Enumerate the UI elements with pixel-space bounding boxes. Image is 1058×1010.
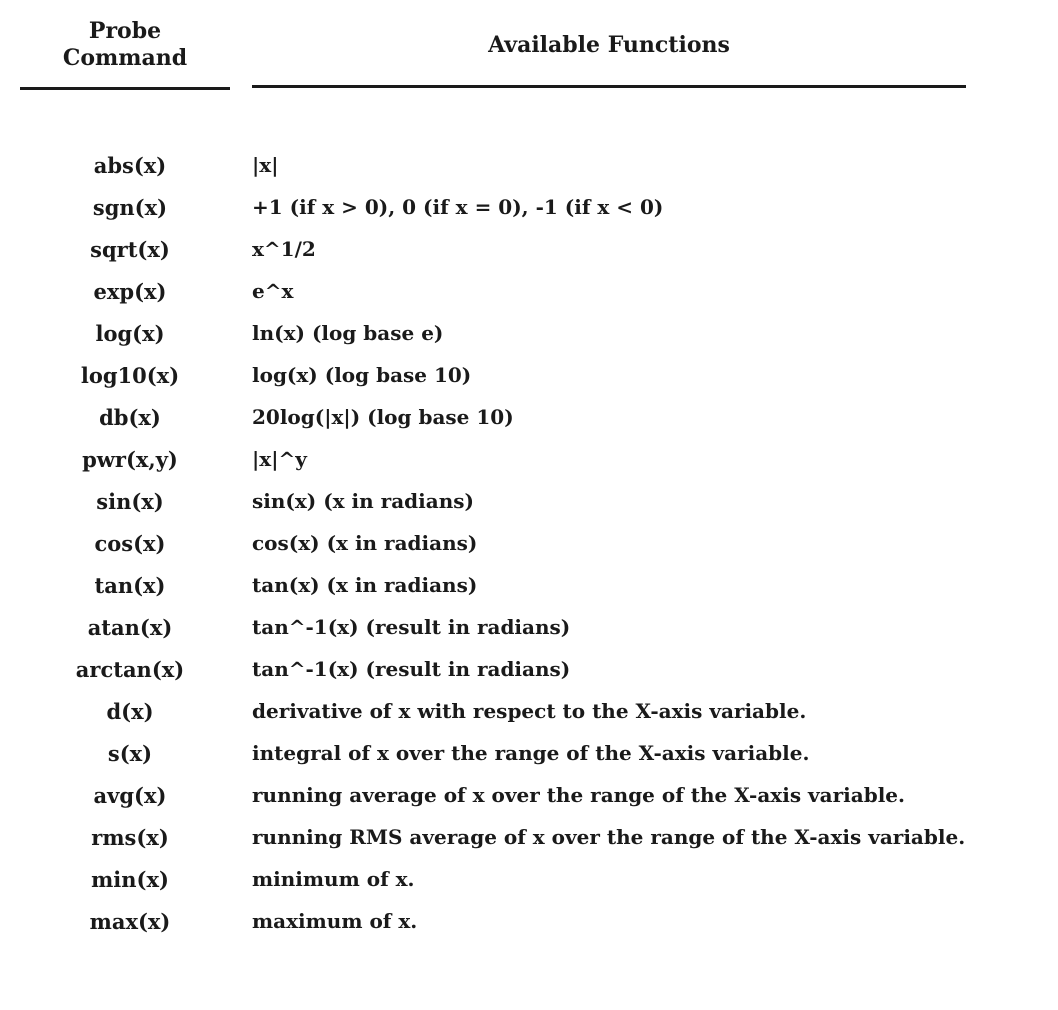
probe-command: d(x) [106, 699, 154, 724]
function-description: minimum of x. [252, 867, 415, 891]
table-row [0, 861, 1058, 903]
probe-command: db(x) [99, 405, 161, 430]
function-description: |x|^y [252, 447, 307, 471]
table-row [0, 441, 1058, 483]
probe-command: avg(x) [93, 783, 167, 808]
function-description: |x| [252, 153, 279, 177]
function-description: tan(x) (x in radians) [252, 573, 478, 597]
function-description: e^x [252, 279, 294, 303]
header-probe-command [20, 18, 230, 72]
table-row [0, 483, 1058, 525]
table-row [0, 693, 1058, 735]
function-description: cos(x) (x in radians) [252, 531, 478, 555]
function-description: integral of x over the range of the X-axis variable. [252, 741, 810, 765]
probe-command: sgn(x) [92, 195, 168, 220]
table-row [0, 357, 1058, 399]
function-description: tan^-1(x) (result in radians) [252, 615, 571, 639]
probe-command: atan(x) [87, 615, 173, 640]
probe-command: max(x) [89, 909, 171, 934]
table-row [0, 315, 1058, 357]
function-description: x^1/2 [252, 237, 316, 261]
table-row [0, 399, 1058, 441]
probe-command: exp(x) [93, 279, 167, 304]
function-description: tan^-1(x) (result in radians) [252, 657, 571, 681]
table-row [0, 819, 1058, 861]
function-description: 20log(|x|) (log base 10) [252, 405, 514, 429]
table-row [0, 903, 1058, 945]
table-row [0, 273, 1058, 315]
function-description: sin(x) (x in radians) [252, 489, 474, 513]
probe-command: log10(x) [80, 363, 180, 388]
probe-command: min(x) [91, 867, 169, 892]
probe-command: sin(x) [96, 489, 164, 514]
function-description: log(x) (log base 10) [252, 363, 472, 387]
probe-command: rms(x) [91, 825, 169, 850]
function-description: maximum of x. [252, 909, 418, 933]
function-description: running average of x over the range of the X-axis variable. [252, 783, 905, 807]
function-description: running RMS average of x over the range of the X-axis variable. [252, 825, 966, 849]
table-row [0, 231, 1058, 273]
header-rule-right [252, 85, 966, 88]
probe-command: s(x) [107, 741, 153, 766]
table-row [0, 525, 1058, 567]
probe-command: tan(x) [94, 573, 166, 598]
probe-command: log(x) [95, 321, 165, 346]
header-probe-command-line1: Probe [88, 18, 162, 44]
function-description: +1 (if x > 0), 0 (if x = 0), -1 (if x < 0) [252, 195, 664, 219]
table-row [0, 567, 1058, 609]
probe-command: pwr(x,y) [82, 447, 178, 472]
function-description: derivative of x with respect to the X-axis variable. [252, 699, 807, 723]
function-table [0, 147, 1058, 945]
table-row [0, 609, 1058, 651]
header-available-functions: Available Functions [488, 32, 730, 58]
probe-command: abs(x) [93, 153, 167, 178]
probe-command: arctan(x) [75, 657, 185, 682]
header-rule-left [20, 87, 230, 90]
table-row [0, 777, 1058, 819]
probe-command: sqrt(x) [90, 237, 170, 262]
probe-command: cos(x) [94, 531, 166, 556]
table-row [0, 651, 1058, 693]
table-row [0, 735, 1058, 777]
table-row [0, 147, 1058, 189]
header-probe-command-line2: Command [62, 45, 188, 71]
function-description: ln(x) (log base e) [252, 321, 444, 345]
table-row [0, 189, 1058, 231]
